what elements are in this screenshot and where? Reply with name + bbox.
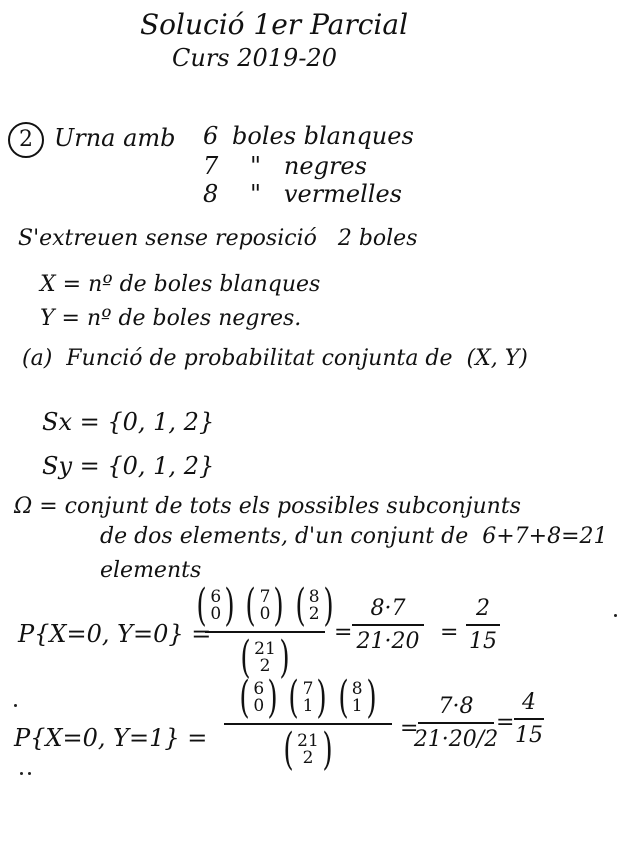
x-definition: X = nº de boles blanques <box>40 272 321 297</box>
eq1-numerator <box>193 580 337 631</box>
support-x: Sx = {0, 1, 2} <box>42 408 215 436</box>
eq2-mid-den: 21·20/2 <box>413 727 499 752</box>
eq2-binom-21-2: ( 21 2 ) <box>283 724 333 775</box>
ball-desc-red: " vermelles <box>250 180 402 208</box>
course-label: Curs 2019-20 <box>172 44 337 72</box>
extraction-text: S'extreuen sense reposició 2 boles <box>18 226 418 251</box>
eq1-res-num: 2 <box>476 596 490 621</box>
eq2-res-den: 15 <box>515 723 543 748</box>
eq1-mid-fraction <box>352 596 424 654</box>
ball-count-black: 7 <box>203 152 219 180</box>
ball-desc-white: boles blanques <box>232 122 414 150</box>
eq2-equals-2: = <box>496 710 515 735</box>
eq2-mid-bar <box>418 722 494 724</box>
urn-prefix: Urna amb <box>54 124 176 152</box>
eq1-mid-den: 21·20 <box>356 629 420 654</box>
eq2-binom-8-1: ( 8 1 ) <box>338 672 377 723</box>
omega-line-2: de dos elements, d'un conjunt de 6+7+8=21 <box>100 524 608 549</box>
eq1-binom-8-2: ( 8 2 ) <box>295 580 334 631</box>
eq1-equals-2: = <box>440 620 459 645</box>
eq2-result <box>514 690 544 748</box>
eq1-mid-num: 8·7 <box>370 596 406 621</box>
eq1-equals-1: = <box>334 620 353 645</box>
eq2-mid-num: 7·8 <box>438 694 474 719</box>
stray-dot <box>28 772 31 775</box>
eq2-numerator <box>236 672 380 723</box>
eq1-binom-7-0: ( 7 0 ) <box>245 580 285 631</box>
eq2-res-num: 4 <box>522 690 536 715</box>
ball-count-white: 6 <box>203 122 219 150</box>
eq1-mid-bar <box>352 624 424 626</box>
eq1-result <box>466 596 500 654</box>
eq2-binom-7-1: ( 7 1 ) <box>288 672 328 723</box>
problem-heading <box>8 122 176 158</box>
eq2-fraction-bar <box>224 723 392 725</box>
eq2-binom-6-0: ( 6 0 ) <box>239 672 278 723</box>
stray-dot <box>20 772 23 775</box>
support-y: Sy = {0, 1, 2} <box>42 452 215 480</box>
y-definition: Y = nº de boles negres. <box>40 306 302 331</box>
eq2-mid-fraction <box>413 694 499 752</box>
eq1-lhs: P{X=0, Y=0} = <box>18 620 212 648</box>
eq2-denominator <box>280 724 336 775</box>
stray-dot <box>14 704 17 707</box>
stray-dot <box>614 614 617 617</box>
eq1-binom-6-0: ( 6 0 ) <box>196 580 235 631</box>
ball-desc-black: " negres <box>250 152 367 180</box>
eq2-fraction <box>224 672 392 775</box>
eq1-res-bar <box>466 624 500 626</box>
eq2-equals-1: = <box>400 716 419 741</box>
eq2-lhs: P{X=0, Y=1} = <box>14 724 208 752</box>
part-a-heading: (a) Funció de probabilitat conjunta de (X, Y) <box>22 346 528 371</box>
eq1-binom-21-2: ( 21 2 ) <box>240 632 290 683</box>
omega-line-3: elements <box>100 558 202 583</box>
ball-count-red: 8 <box>203 180 219 208</box>
eq1-fraction <box>196 580 334 683</box>
problem-number: 2 <box>8 122 44 158</box>
omega-line-1: Ω = conjunt de tots els possibles subconjunts <box>14 494 521 519</box>
eq1-res-den: 15 <box>469 629 497 654</box>
eq2-res-bar <box>514 718 544 720</box>
title: Solució 1er Parcial <box>140 8 409 41</box>
eq1-fraction-bar <box>205 631 325 633</box>
